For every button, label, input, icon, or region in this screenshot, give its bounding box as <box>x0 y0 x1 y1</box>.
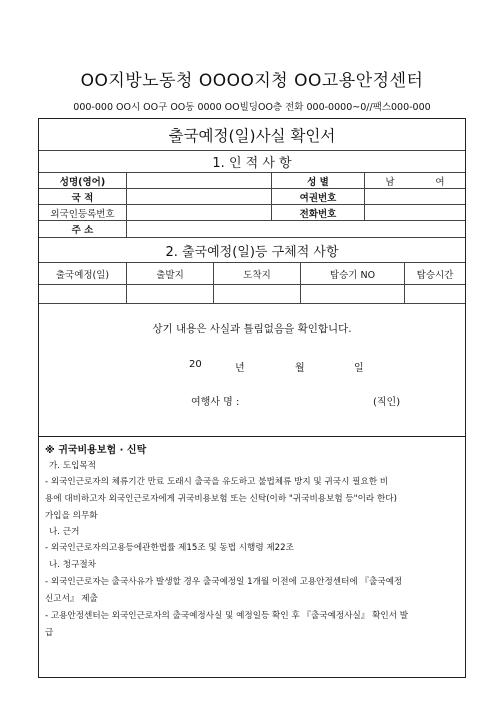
confirmation-form <box>38 118 466 678</box>
notes-a-line2: 용에 대비하고자 외국인근로자에게 귀국비용보험 또는 신탁(이하 "귀국비용보험 등"이라 한다) <box>45 494 397 504</box>
gender-male[interactable]: 남 <box>385 176 395 188</box>
input-passport[interactable] <box>365 189 465 204</box>
input-alien-registration[interactable] <box>127 205 272 220</box>
notes-heading: ※ 귀국비용보험 · 신탁 <box>45 445 147 456</box>
row-name-gender <box>39 173 465 189</box>
form-title: 출국예정(일)사실 확인서 <box>39 119 465 151</box>
col-origin: 출발지 <box>127 263 214 284</box>
input-nationality[interactable] <box>127 189 272 204</box>
agency-name: OO지방노동청 OOOO지청 OO고용안정센터 <box>80 71 424 91</box>
input-name-en[interactable] <box>127 173 272 188</box>
col-departure-date: 출국예정(일) <box>39 263 127 284</box>
notes-a-line1: - 외국인근로자의 체류기간 만료 도래시 출국을 유도하고 불법체류 방지 및 귀국시 필요한 비 <box>45 477 389 487</box>
date-year: 20 <box>189 359 202 370</box>
input-origin[interactable] <box>127 285 214 303</box>
col-destination: 도착지 <box>214 263 301 284</box>
insurance-notes <box>39 436 465 679</box>
notes-c-line4: 급 <box>45 628 54 638</box>
label-passport: 여권번호 <box>272 189 365 204</box>
seal-label: (직인) <box>373 397 401 408</box>
input-departure-date[interactable] <box>39 285 127 303</box>
row-alienreg-phone <box>39 205 465 221</box>
section-personal-info: 1. 인 적 사 항 <box>39 151 465 173</box>
input-address[interactable] <box>127 221 465 237</box>
gender-female[interactable]: 여 <box>435 176 445 188</box>
agency-address: 000-000 OO시 OO구 OO동 0000 OO빌딩OO층 전화 000-0000~0//팩스000-000 <box>73 102 431 113</box>
notes-b-title: 나. 근거 <box>49 527 80 537</box>
input-phone[interactable] <box>365 205 465 220</box>
input-destination[interactable] <box>214 285 301 303</box>
label-address: 주 소 <box>39 221 127 237</box>
col-boarding-time: 탑승시간 <box>416 269 454 281</box>
departure-table-row <box>39 285 465 304</box>
notes-c-title: 나. 청구절차 <box>49 560 96 570</box>
row-address <box>39 221 465 238</box>
section-departure-details: 2. 출국예정(일)등 구체적 사항 <box>39 238 465 263</box>
notes-c-line1: - 외국인근로자는 출국사유가 발생할 경우 출국예정일 1개월 이전에 고용안정센터에 『출국예정 <box>45 577 403 587</box>
date-day-unit: 일 <box>354 363 364 374</box>
signer-label: 여행사 명 : <box>191 397 240 408</box>
input-boarding-time[interactable] <box>405 285 465 303</box>
date-year-unit: 년 <box>235 363 245 374</box>
date-month-unit: 월 <box>295 363 305 374</box>
gender-options[interactable] <box>365 173 465 188</box>
label-name-en: 성명(영어) <box>39 173 127 188</box>
label-nationality: 국 적 <box>39 189 127 204</box>
row-nationality-passport <box>39 189 465 205</box>
label-alien-registration: 외국인등록번호 <box>39 205 127 220</box>
confirmation-statement: 상기 내용은 사실과 틀림없음을 확인합니다. <box>152 323 352 335</box>
notes-a-title: 가. 도입목적 <box>49 461 96 471</box>
input-flight-no[interactable] <box>301 285 405 303</box>
notes-c-line2: 신고서』 제출 <box>45 594 98 604</box>
notes-b-line1: - 외국인근로자의고용등에관한법률 제15조 및 동법 시행령 제22조 <box>45 543 294 553</box>
notes-a-line3: 가입을 의무화 <box>45 511 98 521</box>
col-flight-no: 탑승기 NO <box>301 263 405 284</box>
departure-table-header <box>39 263 465 285</box>
label-gender: 성 별 <box>272 173 365 188</box>
notes-c-line3: - 고용안정센터는 외국인근로자의 출국예정사실 및 예정일등 확인 후 『출국예정사실』 확인서 발 <box>45 611 409 621</box>
label-phone: 전화번호 <box>272 205 365 220</box>
